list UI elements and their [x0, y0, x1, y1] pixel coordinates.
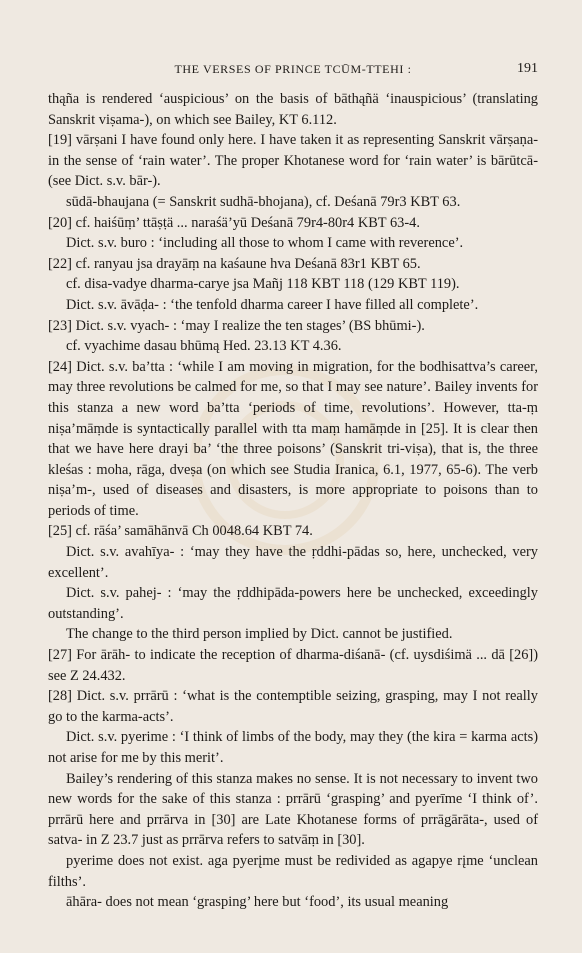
paragraph: Dict. s.v. āvāḍa- : ‘the tenfold dharma career I have filled all complete’. — [66, 296, 479, 313]
paragraph: Dict. s.v. avahīya- : ‘may they have the ṛddhi-pādas so, here, unchecked, very excellent’. — [48, 544, 538, 581]
paragraph: [27] For ārāh- to indicate the reception of dharma-diśanā- (cf. uysdiśimä ... dā [26]) see Z 24.432. — [48, 647, 538, 684]
paragraph: āhāra- does not mean ‘grasping’ here but ‘food’, its usual meaning — [66, 894, 449, 911]
paragraph: The change to the third person implied by Dict. cannot be justified. — [66, 626, 453, 643]
paragraph: [22] cf. ranyau jsa drayāṃ na kaśaune hva Deśanā 83r1 KBT 65. — [48, 255, 421, 272]
paragraph: cf. disa-vadye dharma-carye jsa Mañj 118 KBT 118 (129 KBT 119). — [66, 276, 460, 293]
paragraph: thąña is rendered ‘auspicious’ on the basis of bāthąñä ‘inauspicious’ (translating Sanskrit viṣama-), on which see Bailey, KT 6.112. — [48, 91, 538, 128]
paragraph: Bailey’s rendering of this stanza makes no sense. It is not necessary to invent two new words for the sake of this stanza : prrārū ‘grasping’ and pyerīme ‘I think of’. prrārū here and prrārva in [30] are Late Khotanese forms of prrāgārāta-, used of satva- in Z 23.7 just as prrārva refers to satvāṃ in [30]. — [48, 770, 538, 849]
paragraph: sūdā-bhaujana (= Sanskrit sudhā-bhojana), cf. Deśanā 79r3 KBT 63. — [66, 193, 461, 210]
paragraph: Dict. s.v. buro : ‘including all those to whom I came with reverence’. — [66, 235, 464, 252]
running-title: THE VERSES OF PRINCE TCŪM-TTEHI : — [174, 62, 412, 76]
running-head — [48, 62, 538, 80]
paragraph: [19] vārṣani I have found only here. I have taken it as representing Sanskrit vārṣaṇa- in the sense of ‘rain water’. The proper Khotanese word for ‘rain water’ is bārūtcā- (see Dict. s.v. bār-). — [48, 132, 538, 190]
paragraph: cf. vyachime dasau bhūmą Hed. 23.13 KT 4.36. — [66, 338, 342, 355]
paragraph: [23] Dict. s.v. vyach- : ‘may I realize the ten stages’ (BS bhūmi-). — [48, 317, 425, 334]
paragraph: Dict. s.v. pyerime : ‘I think of limbs of the body, may they (the kira = karma acts) not arise for me by this merit’. — [48, 729, 538, 766]
paragraph: [20] cf. haiśūṃ’ ttāṣṭä ... naraśä’yū Deśanā 79r4-80r4 KBT 63-4. — [48, 214, 420, 231]
paragraph: [25] cf. rāśa’ samāhānvā Ch 0048.64 KBT 74. — [48, 523, 313, 540]
page-number: 191 — [517, 61, 538, 76]
paragraph: [24] Dict. s.v. ba’tta : ‘while I am moving in migration, for the bodhisattva’s career, may three revolutions be calmed for me, so that I may see nature’. Bailey invents for this stanza a new word ba’tta ‘periods of time, revolutions’. However, tta-ṃ niṣa’māṃde is syntactically parallel with tta maṃ hamāṃde in [25]. It is clear then that we have here drayi ba’ ‘the three poisons’ (Sanskrit tri-viṣa), that is, the three kleśas : moha, rāga, dveṣa (on which see Studia Iranica, 6.1, 1977, 65-6). The verb niṣa’m-, used of diseases and disasters, is more appropriate to poisons than to periods of time. — [48, 358, 538, 519]
paragraph: [28] Dict. s.v. prrārū : ‘what is the contemptible seizing, grasping, may I not really go to the karma-acts’. — [48, 688, 538, 725]
paragraph: Dict. s.v. pahej- : ‘may the ṛddhipāda-powers here be unchecked, exceedingly outstanding’. — [48, 585, 538, 622]
paragraph: pyerime does not exist. aga pyerįme must be redivided as agapye rįme ‘unclean filths’. — [48, 852, 538, 890]
body-text — [48, 89, 538, 913]
